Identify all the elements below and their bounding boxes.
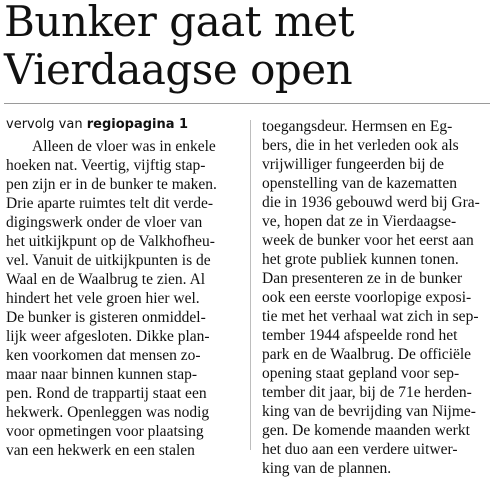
body-line: De bunker is gisteren onmiddel- (6, 309, 206, 326)
body-line: opening staat gepland voor sep- (262, 365, 460, 382)
headline-divider (4, 103, 490, 104)
body-line: park en de Waalbrug. De officiële (262, 346, 472, 363)
body-line: het duo aan een verdere uitwer- (262, 441, 458, 458)
body-line: het uitkijkpunt op de Valkhofheu- (6, 233, 215, 250)
body-line: die in 1936 gebouwd werd bij Gra- (262, 194, 480, 211)
body-line: maar naar binnen kunnen stap- (6, 366, 198, 383)
body-line: digingswerk onder de vloer van (6, 214, 203, 231)
headline-line-2: Vierdaagse open (4, 45, 353, 94)
body-line: openstelling van de kazematten (262, 175, 457, 192)
body-line: Waal en de Waalbrug te zien. Al (6, 271, 206, 288)
body-line: gen. De komende maanden werkt (262, 422, 470, 439)
body-line: hekwerk. Openleggen was nodig (6, 404, 210, 421)
body-line: van een hekwerk en een stalen (6, 442, 195, 459)
body-line: vrijwilliger fungeerden bij de (262, 156, 445, 173)
body-line: hindert het vele groen hier wel. (6, 290, 200, 307)
continuation-prefix: vervolg van (6, 117, 83, 132)
body-line: bers, die in het verleden ook als (262, 137, 459, 154)
body-line: vel. Vanuit de uitkijkpunten is de (6, 252, 211, 269)
body-line: lijk weer afgesloten. Dikke plan- (6, 328, 210, 345)
body-line: toegangsdeur. Hermsen en Eg- (262, 118, 453, 135)
body-line: king van de bevrijding van Nijme- (262, 403, 476, 420)
headline-line-1: Bunker gaat met (4, 0, 354, 46)
body-line: king van de plannen. (262, 460, 392, 477)
continuation-note (6, 117, 188, 133)
body-line: pen. Rond de trappartij staat een (6, 385, 207, 402)
body-line: ve, hopen dat ze in Vierdaagse- (262, 213, 457, 230)
continuation-page-reference: regiopagina 1 (86, 117, 189, 132)
body-column-right (262, 117, 492, 478)
body-line: pen zijn er in de bunker te maken. (6, 176, 217, 193)
body-line: tie met het verhaal wat zich in sep- (262, 308, 479, 325)
body-line: het grote publiek kunnen tonen. (262, 251, 459, 268)
body-line: Drie aparte ruimtes telt dit verde- (6, 195, 214, 212)
body-line: Dan presenteren ze in de bunker (262, 270, 463, 287)
body-line: voor opmetingen voor plaatsing (6, 423, 204, 440)
body-line: ook een eerste voorlopige exposi- (262, 289, 472, 306)
headline (4, 0, 492, 94)
body-line: week de bunker voor het eerst aan (262, 232, 474, 249)
body-line: Alleen de vloer was in enkele (32, 138, 216, 155)
body-column-left (6, 137, 240, 460)
body-line: ken voorkomen dat mensen zo- (6, 347, 201, 364)
body-line: tember 1944 afspeelde rond het (262, 327, 458, 344)
body-line: tember dit jaar, bij de 71e herden- (262, 384, 472, 401)
column-divider (250, 120, 251, 450)
body-line: hoeken nat. Veertig, vijftig stap- (6, 157, 206, 174)
